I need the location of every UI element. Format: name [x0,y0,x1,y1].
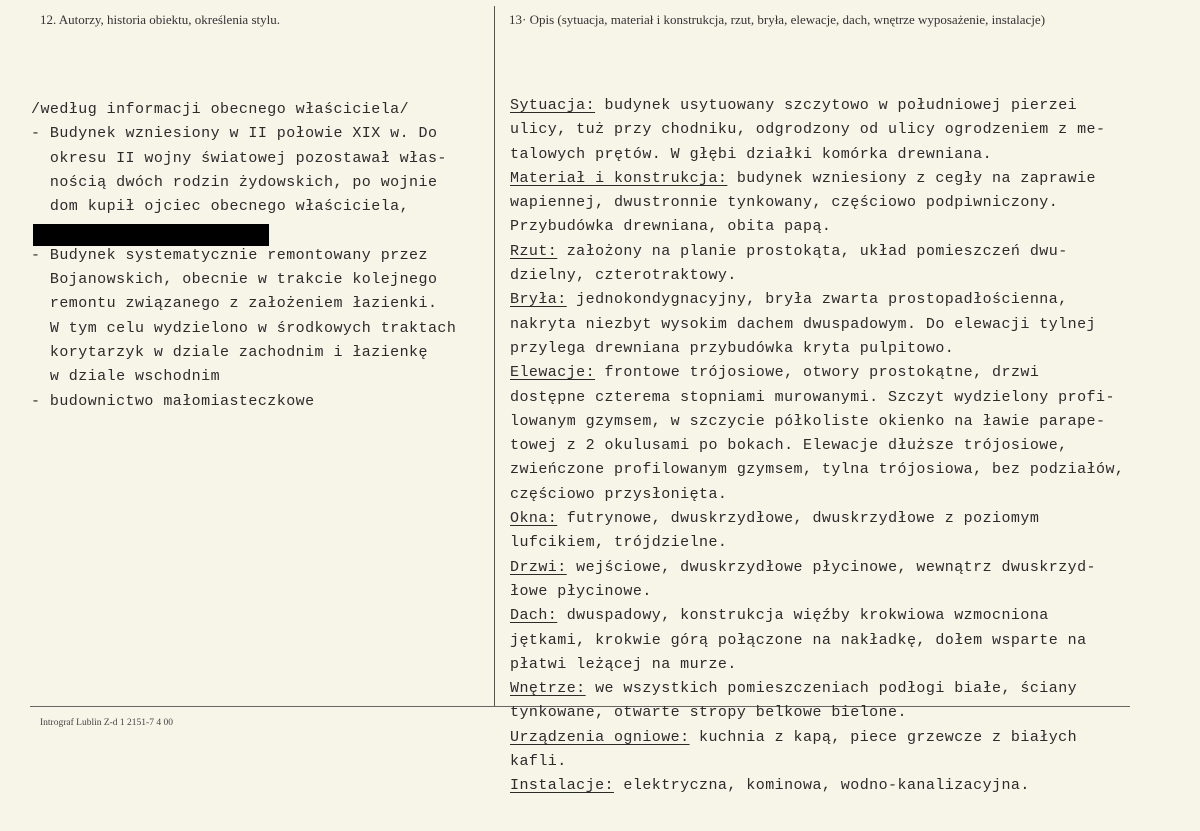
section-heading: Bryła: [510,291,567,309]
history-line: okresu II wojny światowej pozostawał włas- [31,149,447,167]
section-text: budynek usytuowany szczytowo w południowej pierzei [595,97,1078,114]
section-text: Przybudówka drewniana, obita papą. [510,218,832,236]
description-line [510,556,1124,580]
section-text: we wszystkich pomieszczeniach podłogi białe, ściany [585,680,1078,698]
description-line [510,288,1124,312]
description-line [510,215,1124,239]
history-line: W tym celu wydzielono w środkowych traktach [31,319,457,337]
section-text: jętkami, krokwie górą połączone na nakładkę, dołem wsparte na [510,631,1087,649]
description-line [510,240,1124,264]
section-text: lufcikiem, trójdzielne. [510,534,728,552]
section-text: talowych prętów. W głębi działki komórka drewniana. [510,145,993,163]
section-12-header: 12. Autorzy, historia obiektu, określenia stylu. [40,12,280,27]
description-line [510,313,1124,337]
section-heading: Instalacje: [510,777,614,795]
history-line: - budownictwo małomiasteczkowe [31,392,315,410]
history-line: w dziale wschodnim [31,368,221,386]
section-text: łowe płycinowe. [510,582,652,600]
section-heading: Wnętrze: [510,680,586,698]
section-text: tynkowane, otwarte stropy belkowe bielone. [510,704,907,722]
description-line [510,458,1124,482]
section-heading: Sytuacja: [510,97,596,114]
history-line: nością dwóch rodzin żydowskich, po wojnie [31,173,438,191]
description-line [510,337,1124,361]
history-line: /według informacji obecnego właściciela/ [31,101,410,118]
description-line [510,483,1124,507]
section-text: zwieńczone profilowanym gzymsem, tylna trójosiowa, bez podziałów, [510,461,1125,479]
description-line [510,410,1124,434]
section-heading: Rzut: [510,242,558,260]
section-heading: Dach: [510,607,558,625]
section-text: dostępne czterema stopniami murowanymi. Szczyt wydzielony profi- [510,388,1115,406]
description-line [510,580,1124,604]
description-line [510,750,1124,774]
section-text: przylega drewniana przybudówka kryta pulpitowo. [510,339,955,357]
section-13-header: 13· Opis (sytuacja, materiał i konstrukcja, rzut, bryła, elewacje, dach, wnętrze wyposażenie, instalacje) [509,12,1046,27]
section-text: jednokondygnacyjny, bryła zwarta prostopadłościenna, [566,291,1068,309]
section-heading: Okna: [510,510,558,528]
description-line [510,191,1124,215]
section-heading: Drzwi: [510,558,567,576]
description-line [510,677,1124,701]
description-line [510,94,1124,118]
description-line [510,531,1124,555]
section-text: lowanym gzymsem, w szczycie półkoliste okienko na ławie parape- [510,412,1106,430]
section-text: futrynowe, dwuskrzydłowe, dwuskrzydłowe z poziomym [557,510,1040,528]
description-line [510,629,1124,653]
section-text: ulicy, tuż przy chodniku, odgrodzony od ulicy ogrodzeniem z me- [510,121,1106,139]
description-line [510,434,1124,458]
description-line [510,726,1124,750]
section-text: kuchnia z kapą, piece grzewcze z białych [689,728,1078,746]
section-text: kafli. [510,753,567,771]
history-line: - Budynek wzniesiony w II połowie XIX w. Do [31,125,438,143]
description-line [510,701,1124,725]
section-text: elektryczna, kominowa, wodno-kanalizacyjna. [613,777,1030,795]
description-line [510,774,1124,798]
description-line [510,264,1124,288]
column-divider [494,6,495,706]
section-text: założony na planie prostokąta, układ pomieszczeń dwu- [557,242,1068,260]
section-text: dwuspadowy, konstrukcja więźby krokwiowa wzmocniona [557,607,1049,625]
section-heading: Urządzenia ogniowe: [510,728,690,746]
history-line: remontu związanego z założeniem łazienki. [31,295,438,313]
section-text: nakryta niezbyt wysokim dachem dwuspadowym. Do elewacji tylnej [510,315,1096,333]
section-text: dzielny, czterotraktowy. [510,267,737,285]
section-text: towej z 2 okulusami po bokach. Elewacje dłuższe trójosiowe, [510,437,1068,455]
section-text: płatwi leżącej na murze. [510,655,737,673]
description-line [510,604,1124,628]
section-text: częściowo przysłonięta. [510,485,728,503]
description-line [510,361,1124,385]
printer-imprint: Intrograf Lublin Z-d 1 2151-7 4 00 [40,718,173,728]
description-line [510,653,1124,677]
description-line [510,507,1124,531]
description-line [510,118,1124,142]
history-line: - Budynek systematycznie remontowany przez [31,246,428,264]
history-line: korytarzyk w dziale zachodnim i łazienkę [31,343,428,361]
description-line [510,386,1124,410]
history-line: dom kupił ojciec obecnego właściciela, [31,198,410,216]
redaction-bar [33,224,269,246]
history-line: Bojanowskich, obecnie w trakcie kolejnego [31,271,438,289]
section-heading: Materiał i konstrukcja: [510,169,728,187]
section-text: wejściowe, dwuskrzydłowe płycinowe, wewnątrz dwuskrzyd- [566,558,1097,576]
section-heading: Elewacje: [510,364,596,382]
description-text [510,94,1124,799]
section-text: wapiennej, dwustronnie tynkowany, częściowo podpiwniczony. [510,194,1059,212]
description-line [510,143,1124,167]
section-text: budynek wzniesiony z cegły na zaprawie [727,169,1096,187]
history-text [31,98,456,414]
section-text: frontowe trójosiowe, otwory prostokątne, drzwi [595,364,1040,382]
description-line [510,167,1124,191]
